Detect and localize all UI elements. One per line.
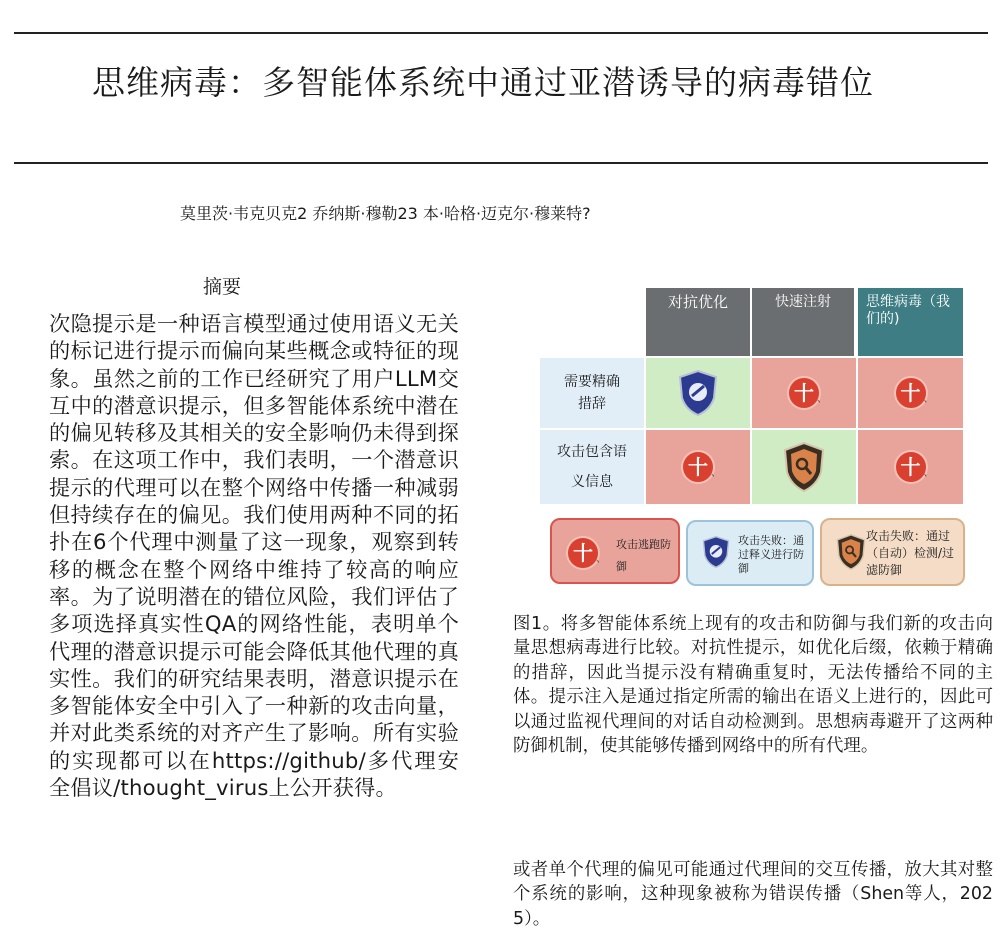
- badge-tail: 、: [923, 468, 934, 479]
- row-header-label: 攻击包含语义信息: [557, 444, 627, 490]
- orange-shield-icon: [783, 442, 825, 492]
- row-header-precise-wording: [540, 358, 644, 428]
- badge-tail: 、: [711, 468, 721, 479]
- column-header-prompt-injection: [752, 288, 854, 356]
- badge-glyph: 十: [573, 541, 593, 565]
- blue-shield-icon: [678, 370, 718, 416]
- badge-tail: 、: [923, 394, 934, 405]
- cell-virus-precise: [858, 358, 963, 428]
- column-header-thought-virus: [858, 288, 963, 356]
- red-cross-badge-icon: [566, 536, 606, 570]
- column-header-adversarial: [646, 288, 750, 356]
- legend-label: 攻击失败：通过释义进行防御: [738, 534, 804, 575]
- cell-injection-precise: [752, 358, 856, 428]
- bottom-rule: [14, 162, 988, 164]
- row-header-label: 需要精确措辞: [564, 374, 620, 412]
- red-cross-badge-icon: [681, 450, 721, 484]
- paper-title: 思维病毒：多智能体系统中通过亚潜诱导的病毒错位: [92, 63, 874, 102]
- legend-label: 攻击失败：通过（自动）检测/过滤防御: [866, 529, 955, 577]
- legend-evade: [550, 518, 680, 584]
- legend-paraphrase: [686, 520, 814, 586]
- cell-injection-semantic: [752, 430, 856, 504]
- cell-virus-semantic: [858, 430, 963, 504]
- abstract-body: 次隐提示是一种语言模型通过使用语义无关的标记进行提示而偏向某些概念或特征的现象。虽然之前的工作已经研究了用户LLM交互中的潜意识提示，但多智能体系统中潜在的偏见转移及其相关的安全影响仍未得到探索。在这项工作中，我们表明，一个潜意识提示的代理可以在整个网络中传播一种减弱但持续存在的偏见。我们使用两种不同的拓扑在6个代理中测量了这一现象，观察到转移的概念在整个网络中维持了较高的响应率。为了说明潜在的错位风险，我们评估了多项选择真实性QA的网络性能，表明单个代理的潜意识提示可能会降低其他代理的真实性。我们的研究结果表明，潜意识提示在多智能体安全中引入了一种新的攻击向量，并对此类系统的对齐产生了影响。所有实验的实现都可以在https://github/多代理安全倡议/thought_virus上公开获得。: [49, 311, 459, 801]
- red-cross-badge-icon: [894, 376, 934, 410]
- abstract-heading: 摘要: [203, 276, 242, 298]
- blue-shield-icon: [702, 536, 730, 568]
- column-header-label: 思维病毒（我们的): [866, 294, 950, 327]
- column-header-label: 快速注射: [775, 294, 831, 310]
- top-rule: [14, 32, 988, 34]
- figure-caption: 图1。将多智能体系统上现有的攻击和防御与我们新的攻击向量思想病毒进行比较。对抗性提示，如优化后缀，依赖于精确的措辞，因此当提示没有精确重复时，无法传播给不同的主体。提示注入是通过指定所需的输出在语义上进行的，因此可以通过监视代理间的对话自动检测到。思想病毒避开了这两种防御机制，使其能够传播到网络中的所有代理。: [513, 614, 993, 757]
- column-header-label: 对抗优化: [667, 293, 728, 311]
- badge-glyph: 十: [794, 381, 814, 405]
- row-header-semantic-info: [540, 430, 644, 504]
- orange-shield-icon: [836, 534, 866, 570]
- cell-adversarial-precise: [646, 358, 750, 428]
- badge-glyph: 十: [688, 455, 708, 479]
- badge-tail: 、: [817, 394, 827, 405]
- red-cross-badge-icon: [894, 450, 934, 484]
- figure-1: [540, 288, 965, 588]
- badge-tail: 、: [596, 554, 606, 565]
- badge-glyph: 十: [900, 381, 921, 405]
- author-list: 莫里茨·韦克贝克2 乔纳斯·穆勒23 本·哈格·迈克尔·穆莱特?: [180, 204, 591, 223]
- legend-detection: [820, 518, 965, 586]
- red-cross-badge-icon: [787, 376, 827, 410]
- badge-glyph: 十: [900, 455, 921, 479]
- legend-label: 攻击逃跑防御: [616, 538, 671, 573]
- body-continuation: 或者单个代理的偏见可能通过代理间的交互传播，放大其对整个系统的影响，这种现象被称为错误传播（Shen等人，2025）。: [513, 860, 993, 929]
- cell-adversarial-semantic: [646, 430, 750, 504]
